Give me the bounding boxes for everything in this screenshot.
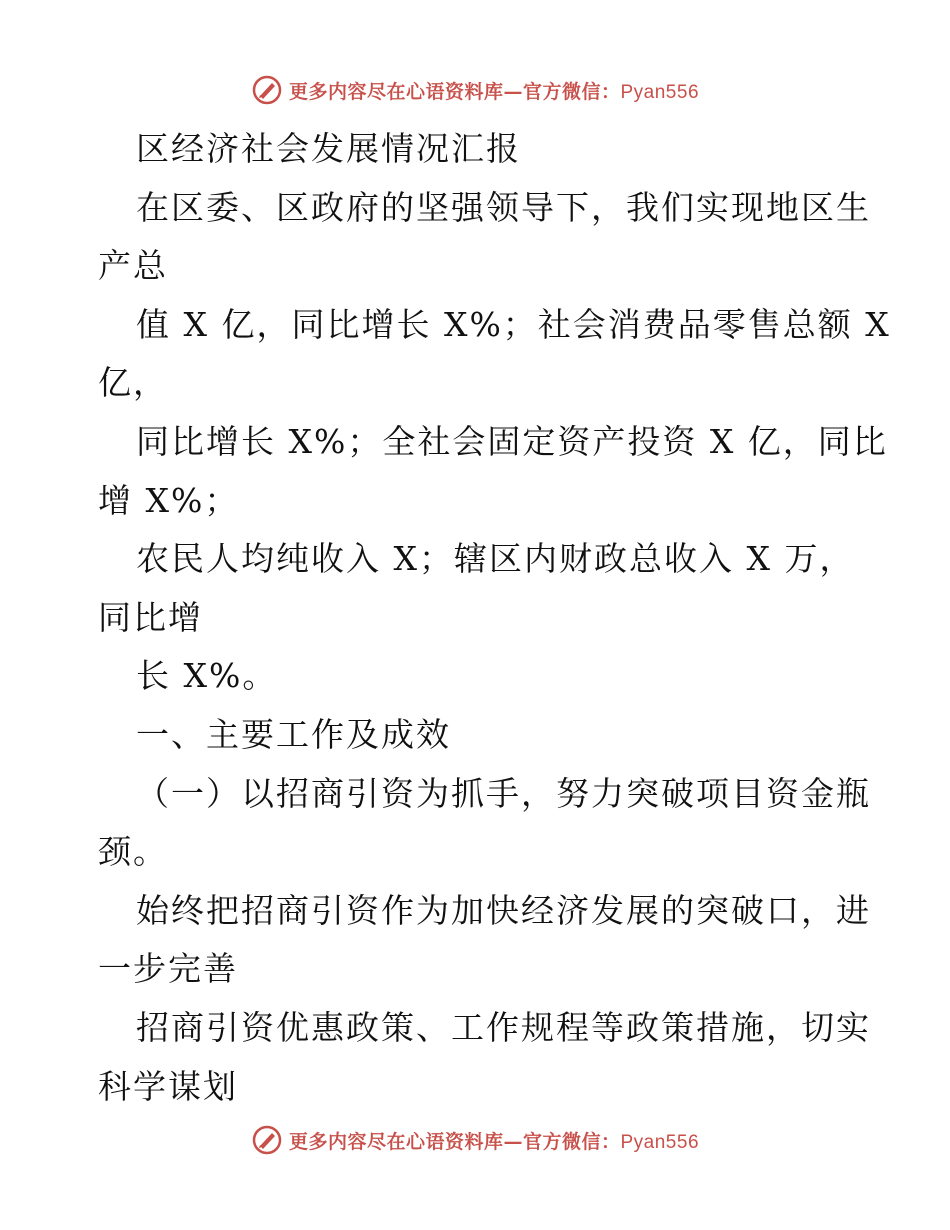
text-line: 长 X%。 <box>136 656 278 696</box>
pen-logo-icon <box>251 1124 283 1156</box>
text-line: 一步完善 <box>98 949 238 989</box>
watermark-wechat-label: 官方微信： <box>522 80 621 103</box>
text-line: 在区委、区政府的坚强领导下，我们实现地区生 <box>136 187 871 227</box>
watermark-site-text: 更多内容尽在心语资料库 <box>288 80 504 103</box>
watermark-text <box>289 1127 699 1154</box>
text-line: 始终把招商引资作为加快经济发展的突破口，进 <box>136 890 871 930</box>
text-line: 同比增 <box>98 597 203 637</box>
watermark-wechat-id: Pyan556 <box>620 81 700 103</box>
text-line: （一）以招商引资为抓手，努力突破项目资金瓶 <box>136 773 871 813</box>
text-line: 亿， <box>98 363 168 403</box>
watermark-text <box>289 77 699 104</box>
watermark-wechat-label: 官方微信： <box>522 1130 621 1153</box>
text-line: 农民人均纯收入 X；辖区内财政总收入 X 万， <box>136 539 855 579</box>
text-line: 值 X 亿，同比增长 X%；社会消费品零售总额 X <box>136 304 891 344</box>
watermark-header <box>0 70 950 110</box>
watermark-wechat-id: Pyan556 <box>620 1131 700 1153</box>
text-line: 科学谋划 <box>98 1066 238 1106</box>
text-line: 同比增长 X%；全社会固定资产投资 X 亿，同比 <box>136 421 888 461</box>
text-line: 产总 <box>98 246 168 286</box>
watermark-dash: — <box>503 80 523 103</box>
document-body <box>98 120 891 1116</box>
text-line: 区经济社会发展情况汇报 <box>136 129 521 168</box>
watermark-footer <box>0 1120 950 1160</box>
text-line: 招商引资优惠政策、工作规程等政策措施，切实 <box>136 1007 871 1047</box>
text-line: 一、主要工作及成效 <box>136 714 451 754</box>
pen-logo-icon <box>251 74 283 106</box>
watermark-site-text: 更多内容尽在心语资料库 <box>288 1130 504 1153</box>
text-line: 颈。 <box>98 832 168 872</box>
text-line: 增 X%； <box>98 480 240 520</box>
watermark-dash: — <box>503 1130 523 1153</box>
